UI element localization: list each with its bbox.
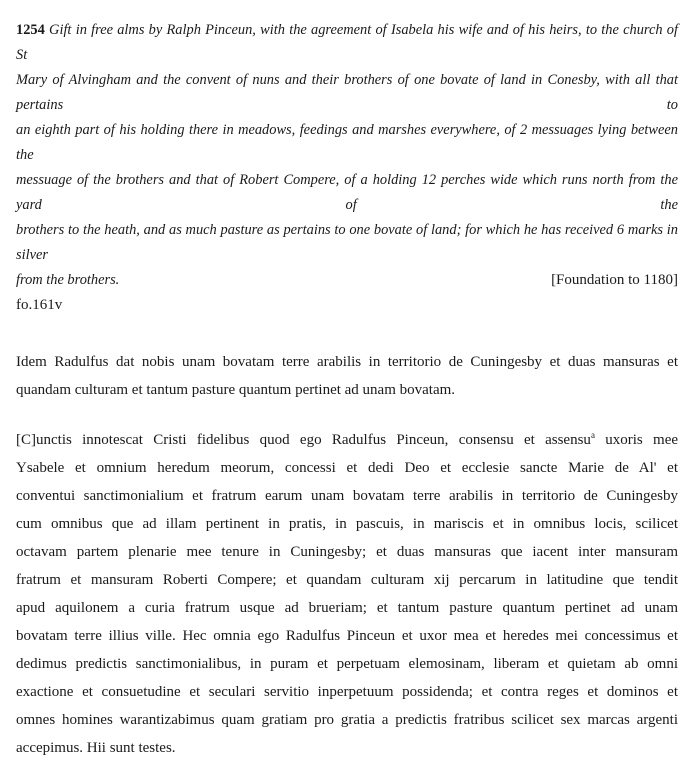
- charter-line: omnes homines warantizabimus quam gratiam pro gratia a predictis fratribus scilicet sex marcas argenti: [16, 712, 678, 728]
- summary-line-5: brothers to the heath, and as much pasture as pertains to one bovate of land; for which he has received 6 marks in silver: [16, 222, 678, 263]
- latin-rubric: [16, 348, 678, 404]
- summary-line-6: from the brothers.: [16, 272, 120, 288]
- charter-line: octavam partem plenarie mee tenure in Cuningesby; et duas mansuras que iacent inter mansuram: [16, 544, 678, 560]
- date-range: [Foundation to 1180]: [551, 272, 678, 288]
- summary-line-4: messuage of the brothers and that of Robert Compere, of a holding 12 perches wide which runs north from the yard of the: [16, 172, 678, 213]
- folio-reference: fo.161v: [16, 297, 63, 313]
- charter-line: Ysabele et omnium heredum meorum, concessi et dedi Deo et ecclesie sancte Marie de Al' et: [16, 460, 678, 476]
- entry-number: 1254: [16, 22, 45, 38]
- charter-line-1: [C]unctis innotescat Cristi fidelibus quod ego Radulfus Pinceun, consensu et assensu$^a$ uxoris mee: [16, 430, 679, 448]
- charter-line: apud aquilonem a curia fratrum usque ad brueriam; et tantum pasture quantum pertinet ad unam: [16, 600, 678, 616]
- charter-line: conventui sanctimonialium et fratrum earum unam bovatam terre arabilis in territorio de Cuningesby: [16, 488, 678, 504]
- entry-summary: [16, 18, 678, 268]
- charter-last-line: accepimus. Hii sunt testes.: [16, 740, 176, 756]
- charter-line: exactione et consuetudine et seculari servitio inperpetuum possidenda; et contra reges et dominos et: [16, 684, 678, 700]
- summary-line-2: Mary of Alvingham and the convent of nuns and their brothers of one bovate of land in Conesby, with all that pertains to: [16, 72, 678, 113]
- charter-line: bovatam terre illius ville. Hec omnia ego Radulfus Pinceun et uxor mea et heredes mei concessimus et: [16, 628, 678, 644]
- charter-line: fratrum et mansuram Roberti Compere; et quandam culturam xij percarum in latitudine que tendit: [16, 572, 678, 588]
- summary-line-3: an eighth part of his holding there in meadows, feedings and marshes everywhere, of 2 messuages lying between the: [16, 122, 678, 163]
- latin-charter-text: [16, 426, 678, 762]
- footnote-marker: a: [590, 430, 595, 440]
- rubric-line-1: Idem Radulfus dat nobis unam bovatam terre arabilis in territorio de Cuningesby et duas mansuras et: [16, 354, 678, 370]
- summary-final-line: [16, 268, 678, 293]
- charter-line: dedimus predictis sanctimonialibus, in puram et perpetuam elemosinam, liberam et quietam ab omni: [16, 656, 678, 672]
- charter-line: cum omnibus que ad illam pertinent in pratis, in pascuis, in mariscis et in omnibus locis, scilicet: [16, 516, 678, 532]
- rubric-line-2: quandam culturam et tantum pasture quantum pertinet ad unam bovatam.: [16, 382, 456, 398]
- summary-line-1: 1254 Gift in free alms by Ralph Pinceun, with the agreement of Isabela his wife and of his heirs, to the church of St: [16, 22, 678, 63]
